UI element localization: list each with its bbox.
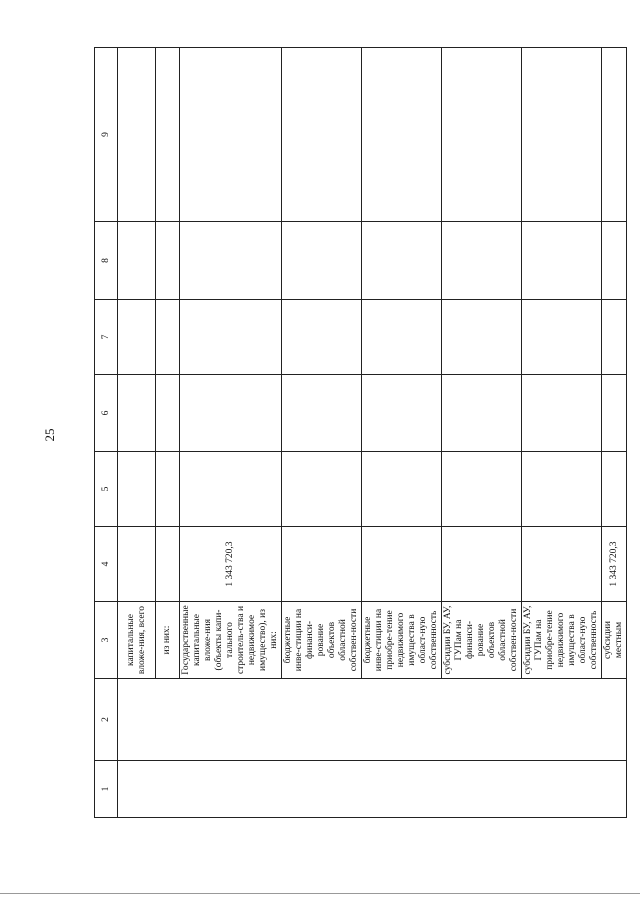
row-value: 1 343 720,3 <box>602 527 627 602</box>
row-value: 1 343 720,3 <box>180 527 282 602</box>
row-value <box>362 527 442 602</box>
data-table <box>94 47 627 818</box>
header-cell: 3 <box>95 602 118 679</box>
header-cell: 7 <box>95 300 118 375</box>
row-label: из них: <box>156 602 180 679</box>
row-value <box>156 527 180 602</box>
page-number: 25 <box>42 428 57 442</box>
row-value <box>282 527 362 602</box>
table-row <box>118 48 156 818</box>
header-cell: 9 <box>95 48 118 222</box>
header-cell: 1 <box>95 761 118 818</box>
header-cell: 6 <box>95 375 118 452</box>
row-label: капитальные вложе-ния, всего <box>118 602 156 679</box>
row-label: субсидии местным <box>602 602 627 679</box>
cell-col1 <box>118 761 627 818</box>
row-label: Государственные капитальные вложе-ния (объекты капи-тального строитель-ства и недвижимое имущество), из них: <box>180 602 282 679</box>
header-row <box>95 48 118 818</box>
row-value <box>118 527 156 602</box>
header-cell: 2 <box>95 679 118 761</box>
rotated-table-container <box>94 48 624 818</box>
row-label: субсидии БУ, АУ, ГУПам на финанси-рование объектов областной собствен-ности <box>442 602 522 679</box>
row-label: бюджетные инве-стиции на финанси-рование объектов областной собствен-ности <box>282 602 362 679</box>
row-label: субсидии БУ, АУ, ГУПам на приобре-тение недвижимого имущества в област-ную собственность <box>522 602 602 679</box>
row-value <box>522 527 602 602</box>
row-value <box>442 527 522 602</box>
header-cell: 4 <box>95 527 118 602</box>
cell-col2 <box>118 679 627 761</box>
row-label: бюджетные инве-стиции на приобре-тение недвижимого имущества в област-ную собственность <box>362 602 442 679</box>
header-cell: 8 <box>95 222 118 300</box>
header-cell: 5 <box>95 452 118 527</box>
bottom-rule <box>0 893 640 894</box>
